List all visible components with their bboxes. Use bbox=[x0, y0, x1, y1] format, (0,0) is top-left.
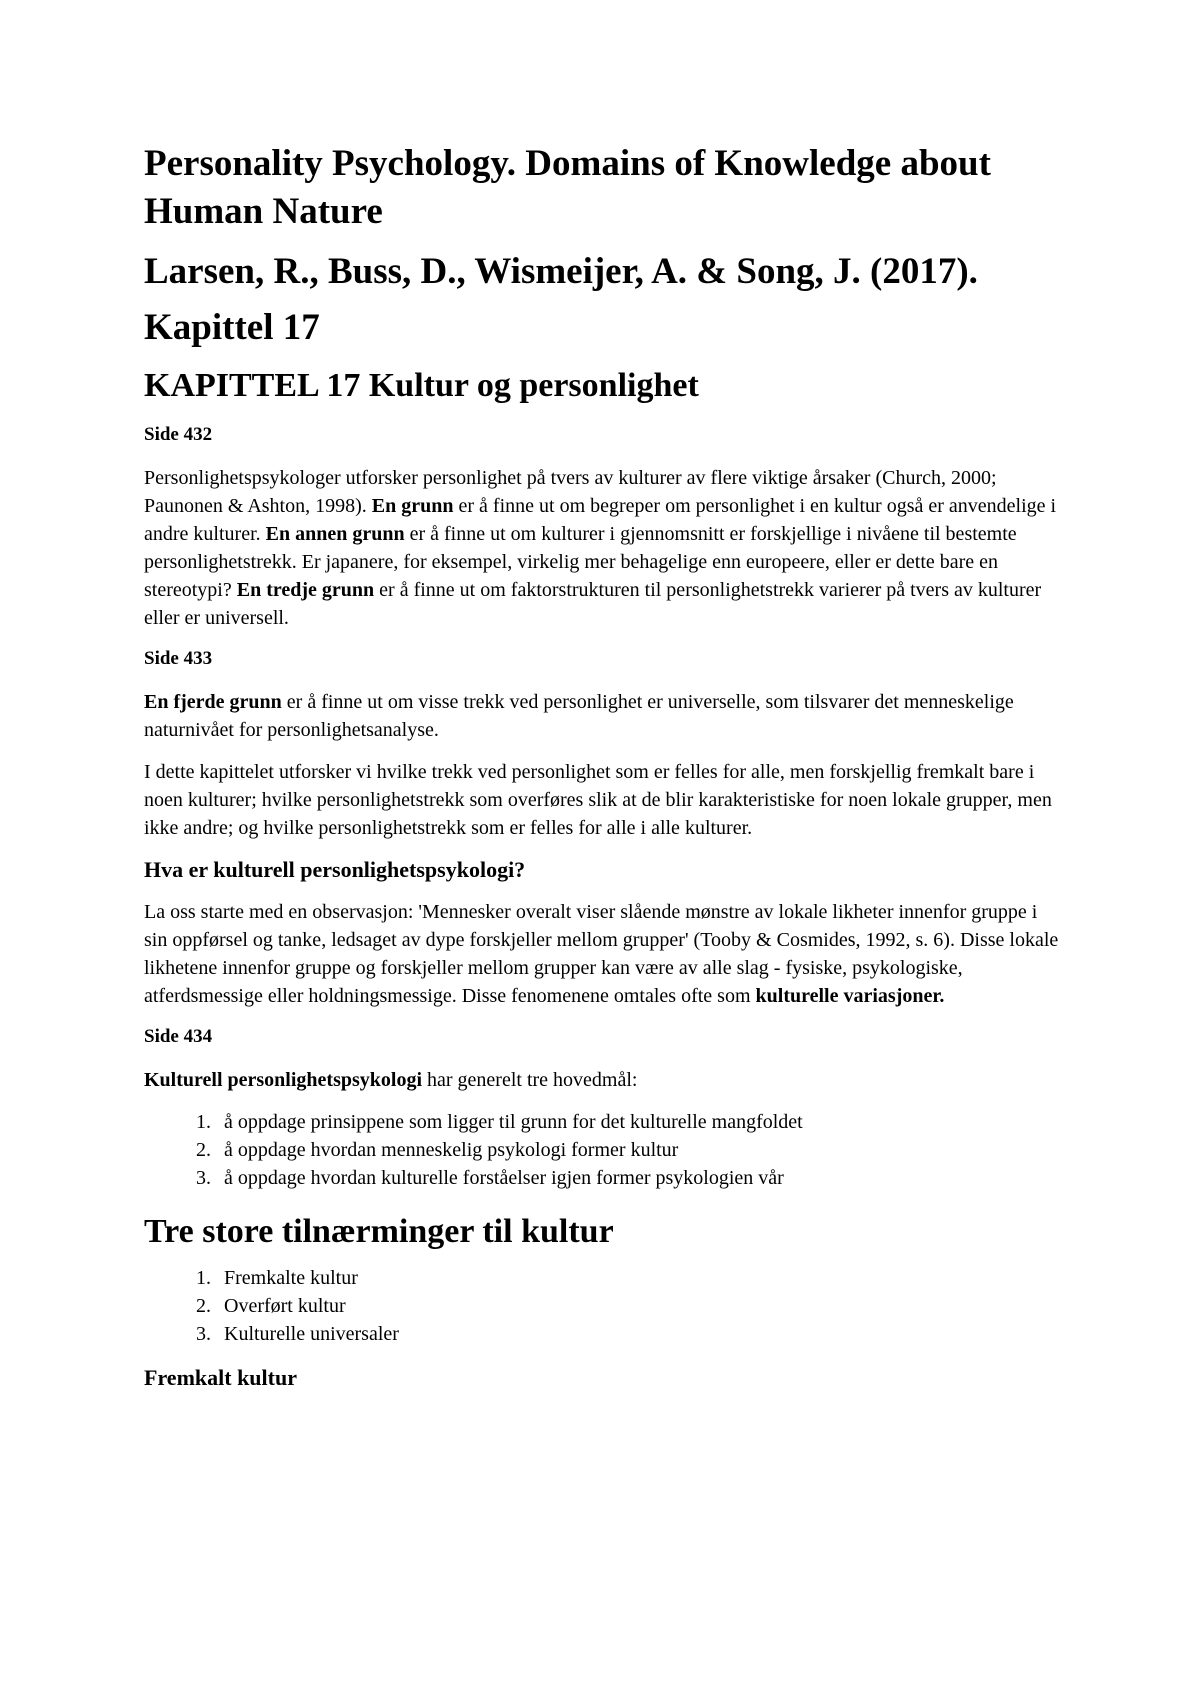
paragraph-reasons bbox=[144, 464, 1060, 632]
document-authors: Larsen, R., Buss, D., Wismeijer, A. & Song, J. (2017). bbox=[144, 251, 978, 292]
chapter-heading: KAPITTEL 17 Kultur og personlighet bbox=[144, 367, 699, 404]
list-item: 3. å oppdage hvordan kulturelle forståelser igjen former psykologien vår bbox=[216, 1164, 1060, 1192]
text-run: Personlighetspsykologer utforsker personlighet på tvers av kulturer av flere viktige årsaker (Church, 2000; Paunonen & Ashton, 1998). bbox=[144, 467, 997, 517]
bold-cultural-personality-psychology: Kulturell personlighetspsykologi bbox=[144, 1069, 423, 1091]
chapter-label: Kapittel 17 bbox=[144, 307, 320, 348]
paragraph-chapter-intro: I dette kapittelet utforsker vi hvilke trekk ved personlighet som er felles for alle, men forskjellig fremkalt bare i noen kulturer; hvilke personlighetstrekk som overføres slik at de blir karakteristiske for noen lokale grupper, men ikke andre; og hvilke personlighetstrekk som er felles for alle i alle kulturer. bbox=[144, 761, 1052, 839]
section-heading-cultural-psychology: Hva er kulturell personlighetspsykologi? bbox=[144, 857, 526, 882]
paragraph-goals-intro bbox=[144, 1066, 1060, 1094]
text-run: er å finne ut om faktorstrukturen til personlighetstrekk varierer på tvers av kulturer eller er universell. bbox=[144, 579, 1042, 629]
list-item: 2. Overført kultur bbox=[216, 1292, 1060, 1320]
list-item: 1. Fremkalte kultur bbox=[216, 1264, 1060, 1292]
bold-cultural-variations: kulturelle variasjoner. bbox=[755, 985, 945, 1007]
text-run: er å finne ut om visse trekk ved personlighet er universelle, som tilsvarer det menneskelige naturnivået for personlighetsanalyse. bbox=[144, 691, 1014, 741]
page-ref-433: Side 433 bbox=[144, 648, 213, 669]
text-run: er å finne ut om kulturer i gjennomsnitt er forskjellige i nivåene til bestemte personlighetstrekk. Er japanere, for eksempel, virkelig mer behagelige enn europeere, eller er dette bare en stereotypi? bbox=[144, 523, 1017, 601]
goals-list bbox=[144, 1108, 1060, 1192]
page-ref-432: Side 432 bbox=[144, 424, 213, 445]
approaches-list bbox=[144, 1264, 1060, 1348]
section-heading-approaches: Tre store tilnærminger til kultur bbox=[144, 1213, 614, 1250]
text-run: er å finne ut om begreper om personlighet i en kultur også er anvendelige i andre kulturer. bbox=[144, 495, 1057, 545]
list-item: 1. å oppdage prinsippene som ligger til grunn for det kulturelle mangfoldet bbox=[216, 1108, 1060, 1136]
paragraph-observation bbox=[144, 898, 1060, 1010]
bold-third-reason: En tredje grunn bbox=[236, 579, 375, 601]
bold-first-reason: En grunn bbox=[371, 495, 454, 517]
bold-second-reason: En annen grunn bbox=[265, 523, 405, 545]
document-title: Personality Psychology. Domains of Knowledge about Human Nature bbox=[144, 143, 991, 232]
page-ref-434: Side 434 bbox=[144, 1026, 213, 1047]
list-item: 2. å oppdage hvordan menneskelig psykologi former kultur bbox=[216, 1136, 1060, 1164]
bold-fourth-reason: En fjerde grunn bbox=[144, 691, 282, 713]
list-item: 3. Kulturelle universaler bbox=[216, 1320, 1060, 1348]
text-run: har generelt tre hovedmål: bbox=[422, 1069, 638, 1091]
section-heading-evoked-culture: Fremkalt kultur bbox=[144, 1365, 297, 1390]
text-run: La oss starte med en observasjon: 'Mennesker overalt viser slående mønstre av lokale likheter innenfor gruppe i sin oppførsel og tanke, ledsaget av dype forskjeller mellom grupper' (Tooby & Cosmides, 1992, s. 6). Disse lokale likhetene innenfor gruppe og forskjeller mellom grupper kan være av alle slag - fysiske, psykologiske, atferdsmessige eller holdningsmessige. Disse fenomenene omtales ofte som bbox=[144, 901, 1059, 1007]
paragraph-fourth-reason bbox=[144, 688, 1060, 744]
